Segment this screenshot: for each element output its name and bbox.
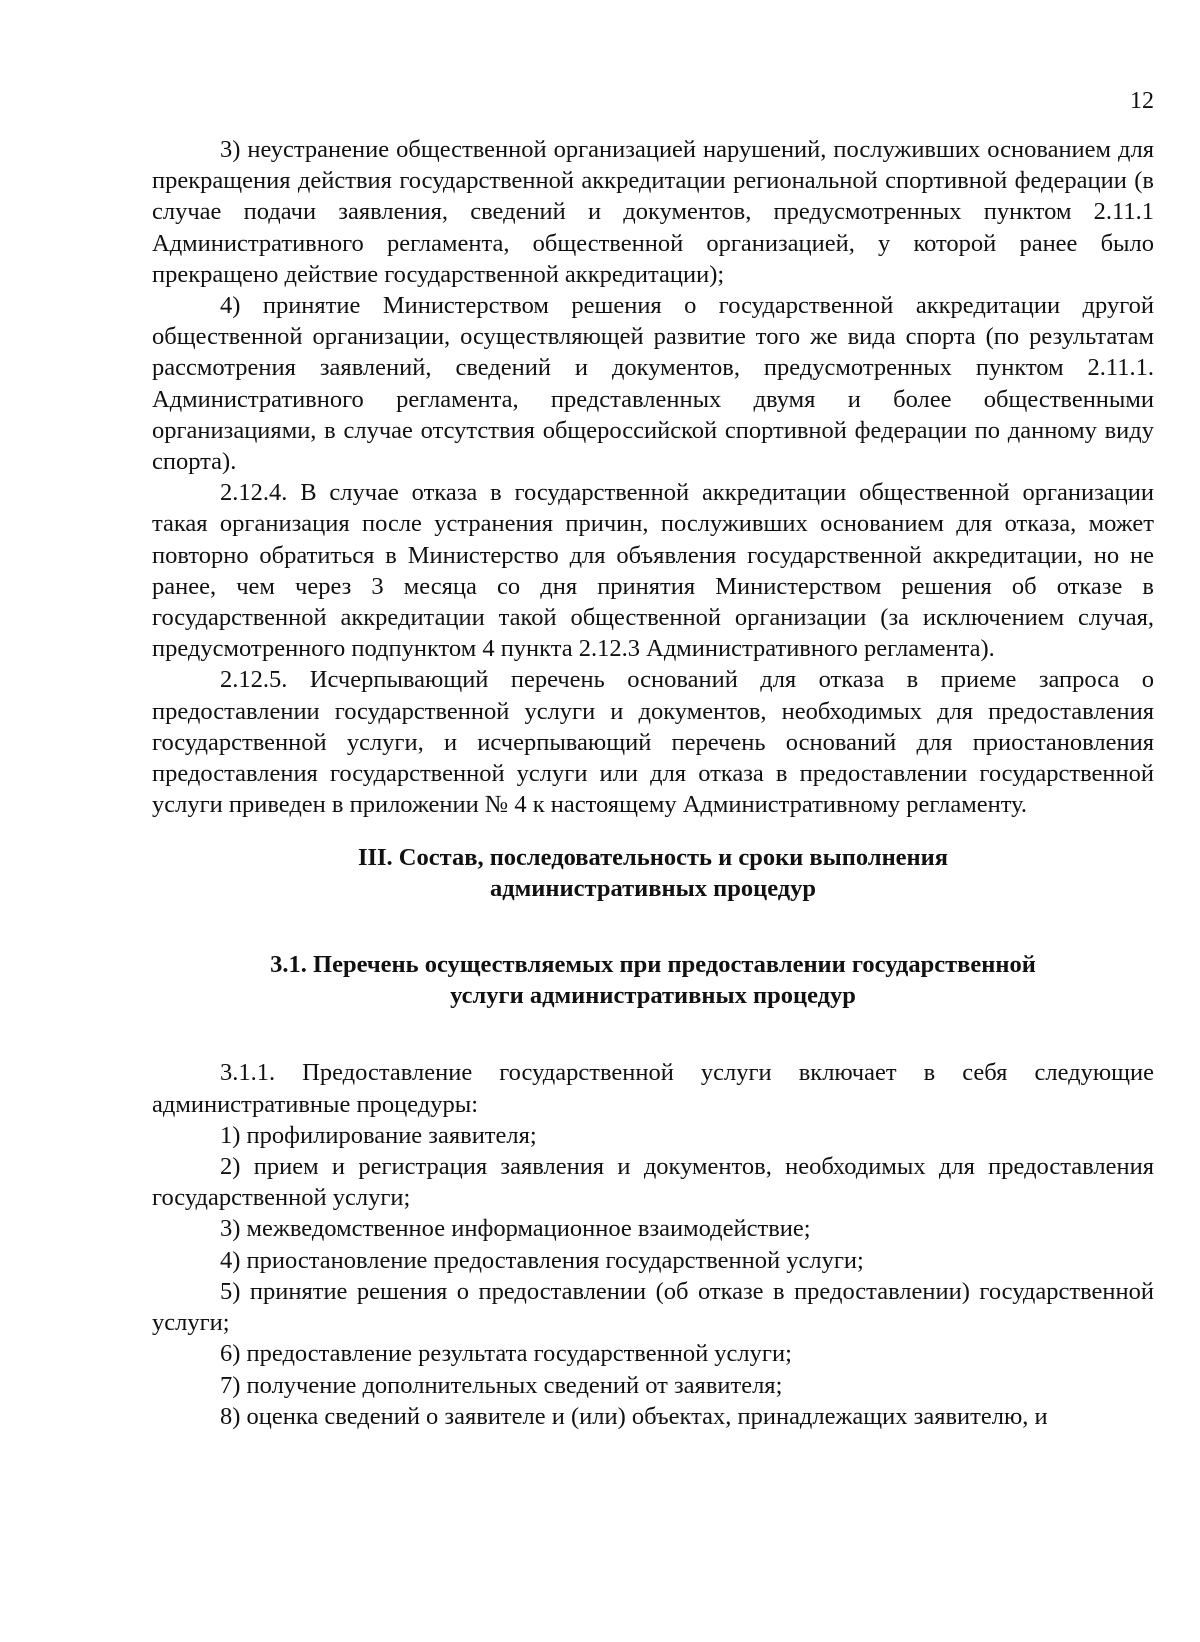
- paragraph-3-1-1: 3.1.1. Предоставление государственной услуги включает в себя следующие административные процедуры:: [152, 1059, 1154, 1118]
- section-heading-line-1: III. Состав, последовательность и сроки выполнения: [357, 844, 949, 872]
- paragraph-2-12-5: 2.12.5. Исчерпывающий перечень оснований для отказа в приеме запроса о предоставлении государственной услуги и документов, необходимых для предоставления государственной услуги, и исчерпывающий перечень оснований для приостановления предоставления государственной услуги или для отказа в предоставлении государственной услуги приведен в приложении № 4 к настоящему Административному регламенту.: [152, 666, 1154, 819]
- procedure-item: 1) профилирование заявителя;: [220, 1121, 537, 1149]
- page-number: 12: [1130, 88, 1154, 114]
- subsection-heading-line-2: услуги административных процедур: [450, 982, 856, 1010]
- procedure-item: 5) принятие решения о предоставлении (об отказе в предоставлении) государственной услуги;: [152, 1277, 1154, 1337]
- subsection-heading: [152, 949, 1154, 1011]
- procedure-item: 2) прием и регистрация заявления и документов, необходимых для предоставления государственной услуги;: [152, 1153, 1154, 1212]
- section-heading-line-2: административных процедур: [489, 875, 817, 903]
- paragraph-2-12-4: 2.12.4. В случае отказа в государственной аккредитации общественной организации такая организация после устранения причин, послуживших основанием для отказа, может повторно обратиться в Министерство для объявления государственной аккредитации, но не ранее, чем через 3 месяца со дня принятия Министерством решения об отказе в государственной аккредитации такой общественной организации (за исключением случая, предусмотренного подпунктом 4 пункта 2.12.3 Административного регламента).: [152, 479, 1154, 663]
- procedure-item: 3) межведомственное информационное взаимодействие;: [220, 1215, 811, 1243]
- paragraph-item-4: 4) принятие Министерством решения о государственной аккредитации другой общественной организации, осуществляющей развитие того же вида спорта (по результатам рассмотрения заявлений, сведений и документов, предусмотренных пунктом 2.11.1. Административного регламента, представленных двумя и более общественными организациями, в случае отсутствия общероссийской спортивной федерации по данному виду спорта).: [152, 292, 1154, 476]
- subsection-heading-line-1: 3.1. Перечень осуществляемых при предоставлении государственной: [270, 951, 1036, 979]
- procedure-item: 7) получение дополнительных сведений от заявителя;: [220, 1371, 783, 1399]
- paragraph-item-3: 3) неустранение общественной организацией нарушений, послуживших основанием для прекращения действия государственной аккредитации региональной спортивной федерации (в случае подачи заявления, сведений и документов, предусмотренных пунктом 2.11.1 Административного регламента, общественной организацией, у которой ранее было прекращено действие государственной аккредитации);: [152, 136, 1154, 288]
- procedure-item: 4) приостановление предоставления государственной услуги;: [220, 1246, 864, 1274]
- document-body: [152, 134, 1154, 1432]
- procedure-item: 8) оценка сведений о заявителе и (или) объектах, принадлежащих заявителю, и: [220, 1402, 1048, 1430]
- procedure-list: [152, 1120, 1154, 1432]
- section-heading: [152, 842, 1154, 904]
- procedure-item: 6) предоставление результата государственной услуги;: [220, 1340, 792, 1368]
